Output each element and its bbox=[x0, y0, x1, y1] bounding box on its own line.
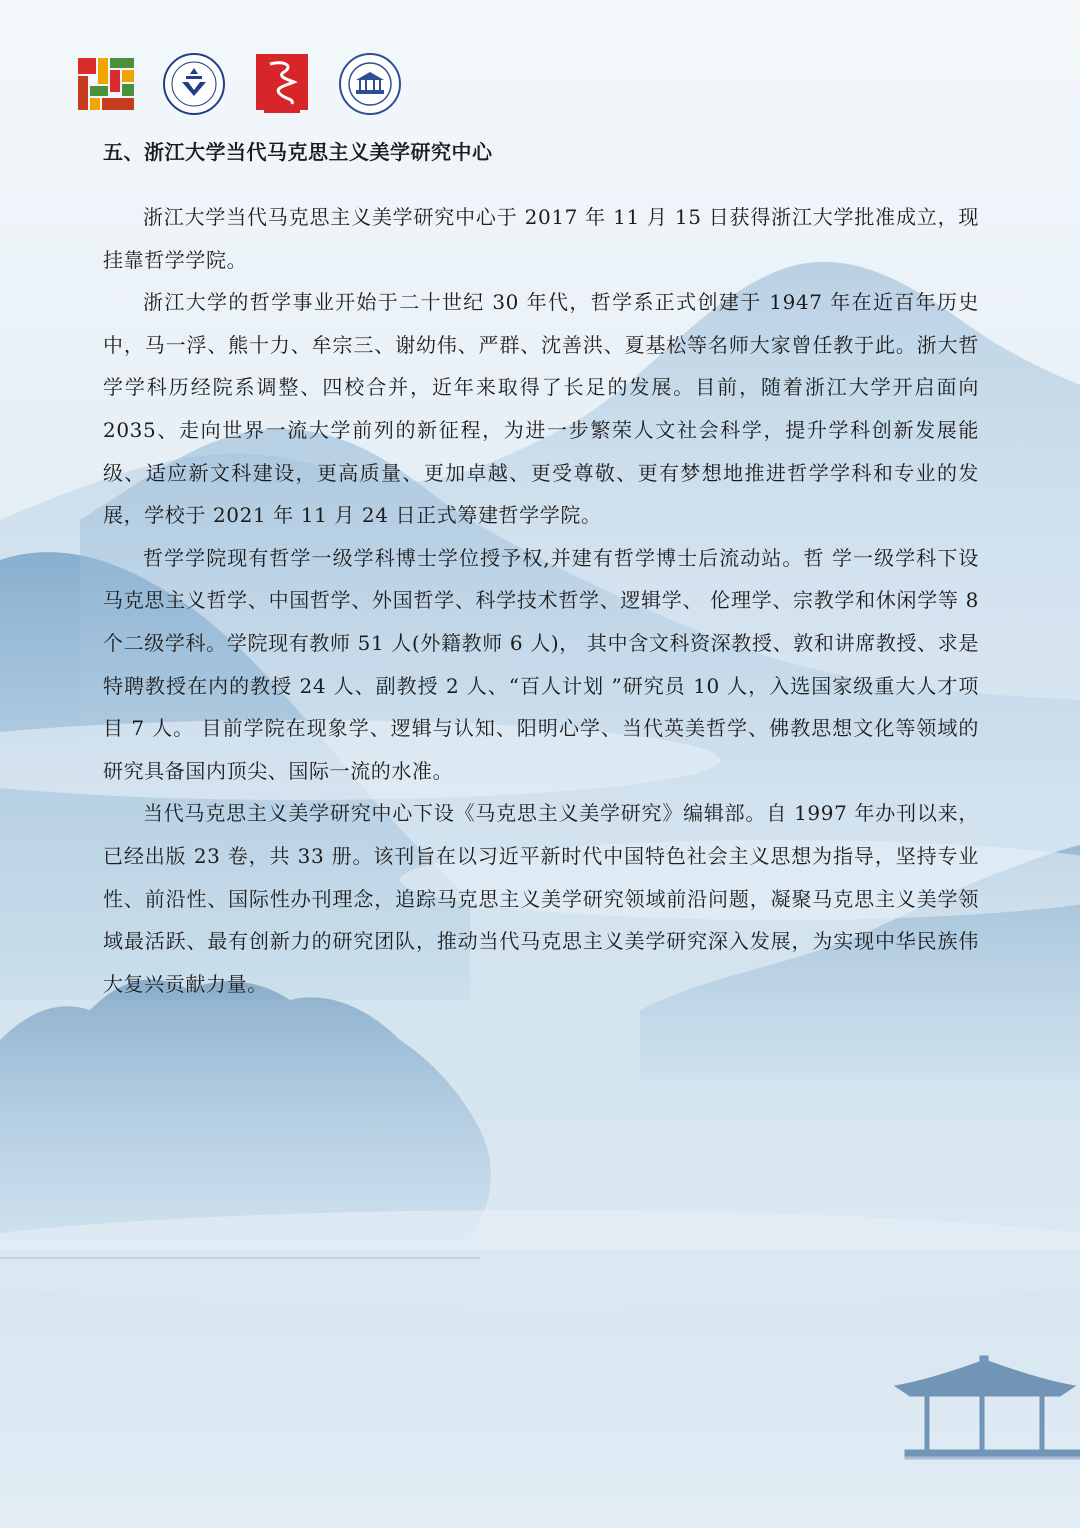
partner-logos bbox=[74, 50, 402, 118]
paragraph-history: 浙江大学的哲学事业开始于二十世纪 30 年代，哲学系正式创建于 1947 年在近百年历史中，马一浮、熊十力、牟宗三、谢幼伟、严群、沈善洪、夏基松等名师大家曾任教于此。浙大哲学学科历经院系调整、四校合并，近年来取得了长足的发展。目前，随着浙江大学开启面向 2035、走向世界一流大学前列的新征程，为进一步繁荣人文社会科学，提升学科创新发展能级、适应新文科建设，更高质量、更加卓越、更受尊敬、更有梦想地推进哲学学科和专业的发展，学校于 2021 年 11 月 24 日正式筹建哲学学院。 bbox=[103, 290, 979, 528]
document-body bbox=[103, 134, 979, 1005]
colorful-seal-logo bbox=[74, 52, 138, 116]
school-of-philosophy-seal bbox=[338, 52, 402, 116]
paragraph-journal: 当代马克思主义美学研究中心下设《马克思主义美学研究》编辑部。自 1997 年办刊以来，已经出版 23 卷，共 33 册。该刊旨在以习近平新时代中国特色社会主义思想为指导，坚持专业性、前沿性、国际性办刊理念，追踪马克思主义美学研究领域前沿问题，凝聚马克思主义美学领域最活跃、最有创新力的研究团队，推动当代马克思主义美学研究深入发展，为实现中华民族伟大复兴贡献力量。 bbox=[103, 801, 979, 996]
paragraph-establishment: 浙江大学当代马克思主义美学研究中心于 2017 年 11 月 15 日获得浙江大学批准成立，现挂靠哲学学院。 bbox=[103, 205, 979, 272]
zhejiang-university-emblem bbox=[162, 52, 226, 116]
paragraph-school: 哲学学院现有哲学一级学科博士学位授予权,并建有哲学博士后流动站。哲 学一级学科下设马克思主义哲学、中国哲学、外国哲学、科学技术哲学、逻辑学、 伦理学、宗教学和休闲学等 8 个二级学科。学院现有教师 51 人(外籍教师 6 人)， 其中含文科资深教授、敦和讲席教授、求是特聘教授在内的教授 24 人、副教授 2 人、“百人计划 ”研究员 10 人，入选国家级重大人才项目 7 人。 目前学院在现象学、逻辑与认知、阳明心学、当代英美哲学、佛教思想文化等领域的研究具备国内顶尖、国际一流的水准。 bbox=[103, 545, 979, 783]
red-mark-logo bbox=[250, 52, 314, 116]
foreground-hill-left bbox=[0, 980, 491, 1240]
section-heading: 五、浙江大学当代马克思主义美学研究中心 bbox=[103, 140, 493, 164]
